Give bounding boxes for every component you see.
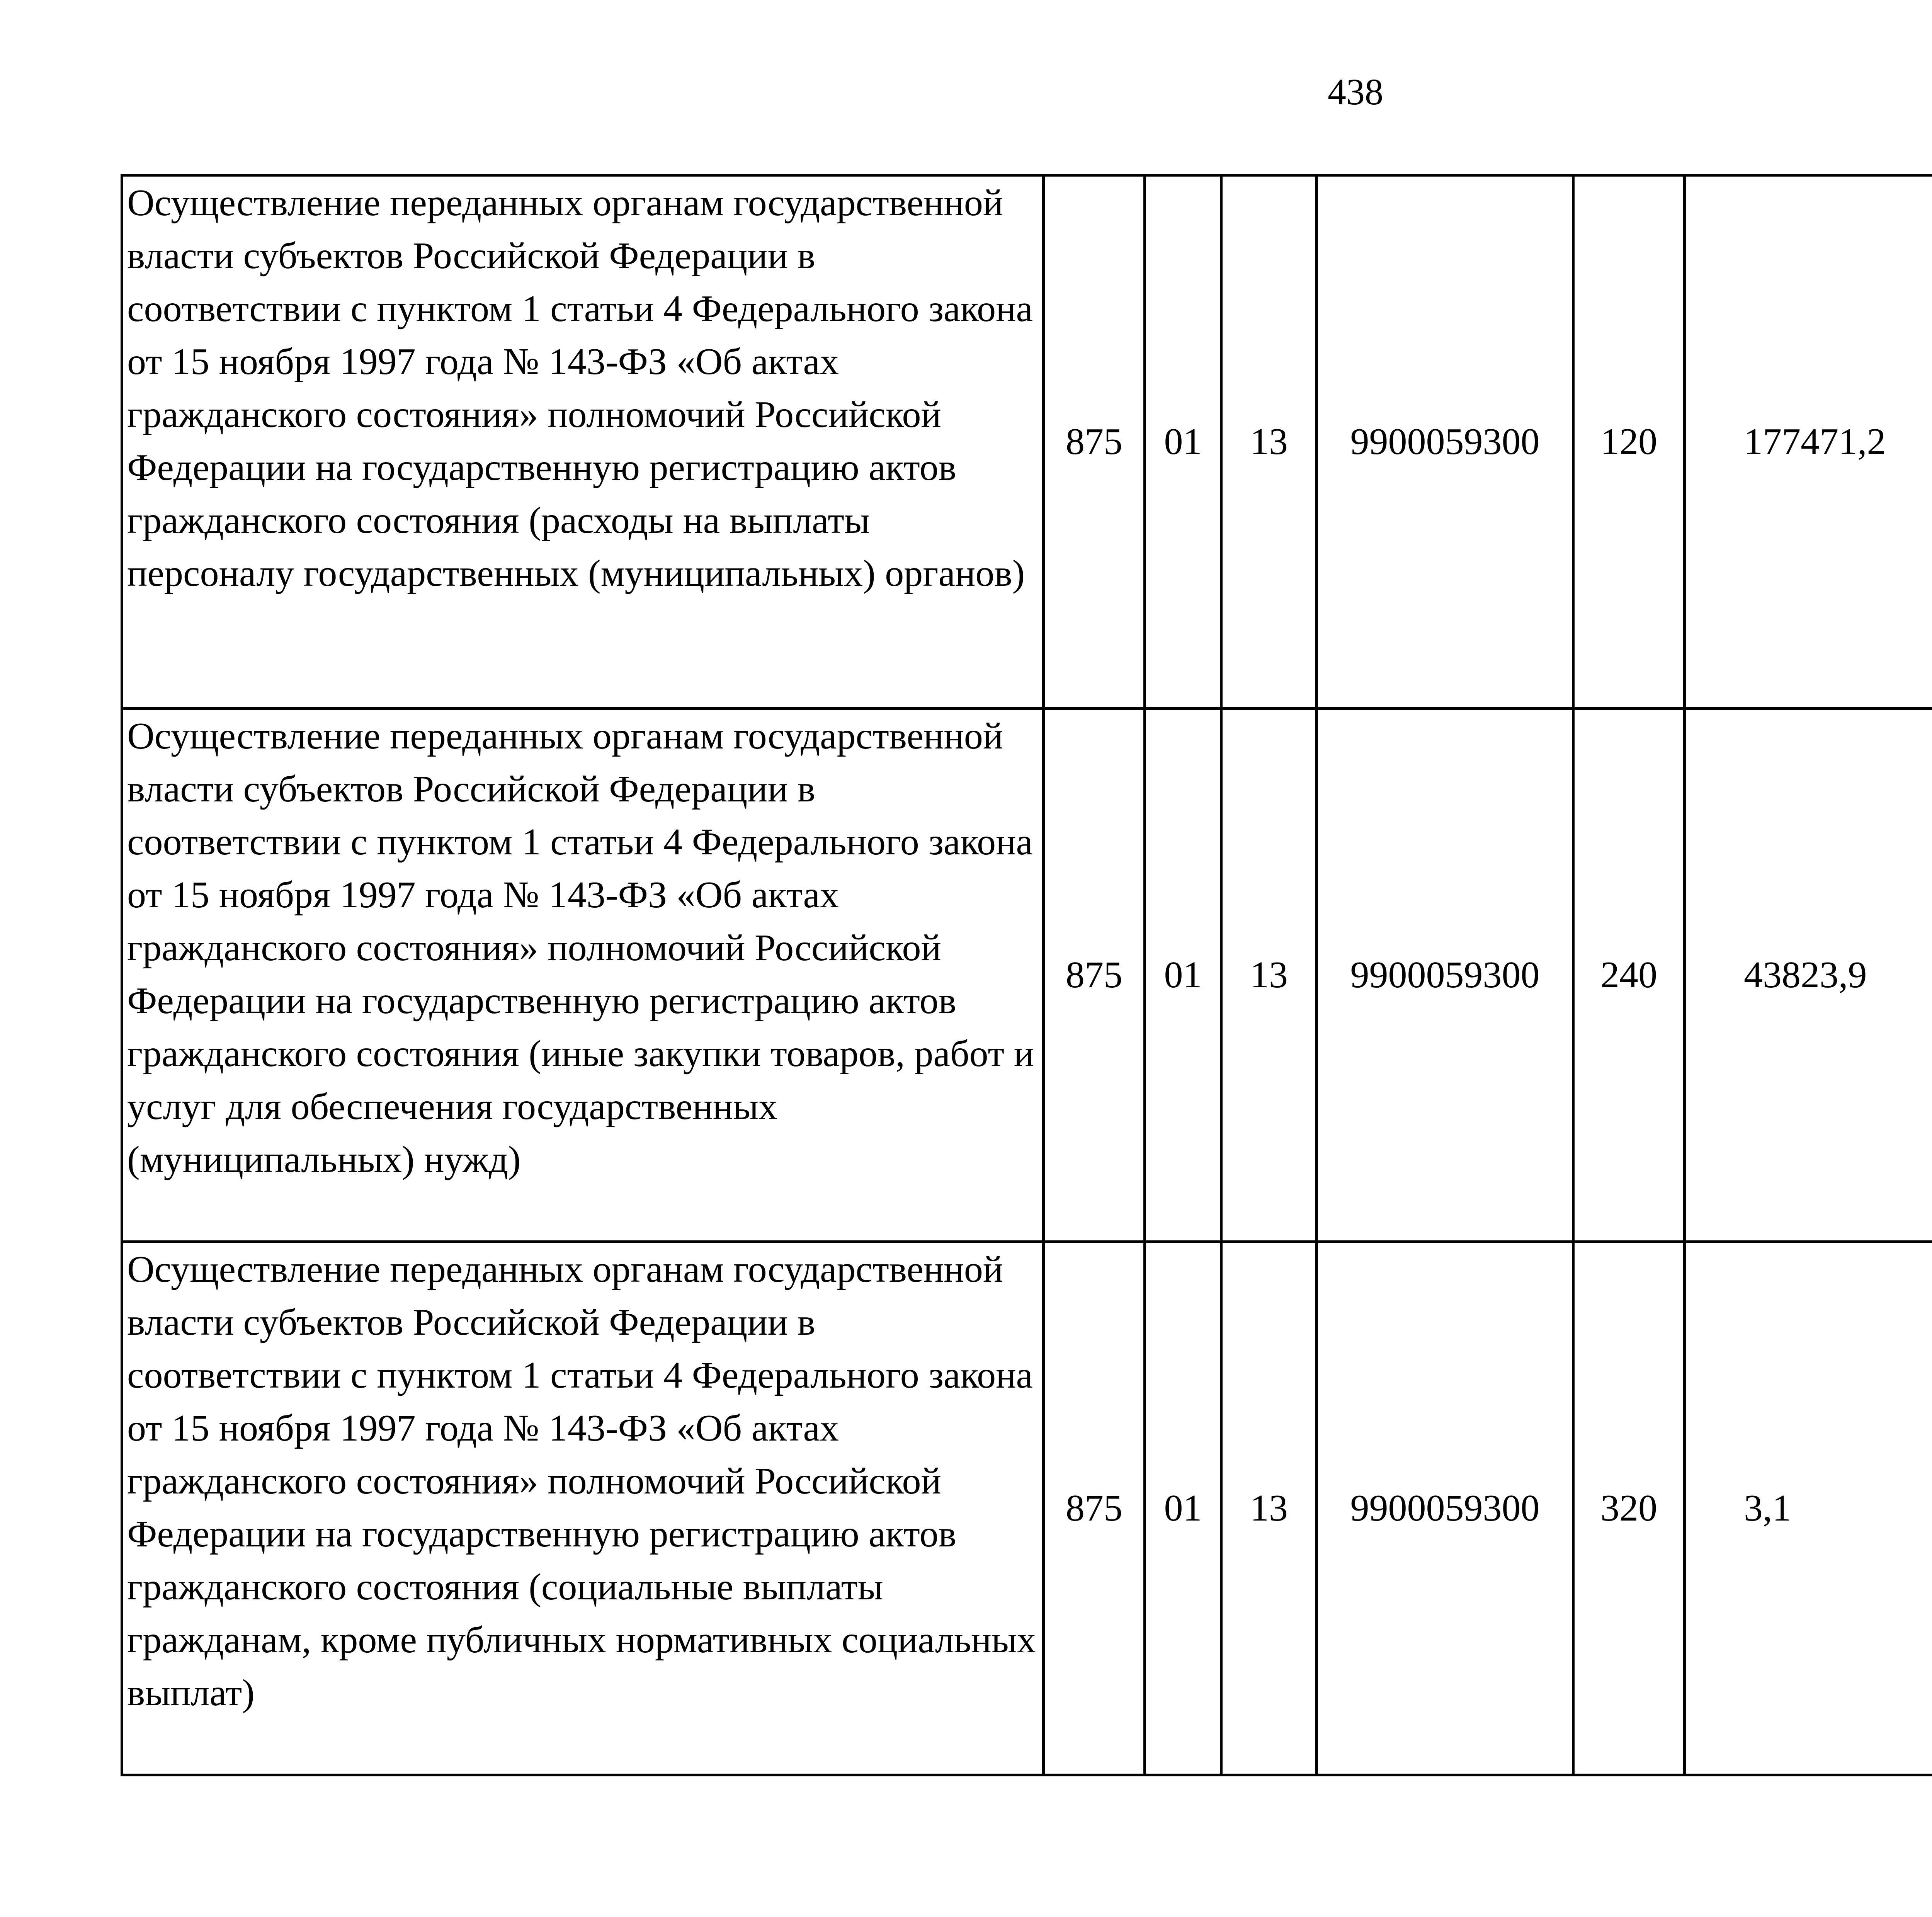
subsection-code: 13 — [1221, 1242, 1317, 1775]
target-article-code: 9900059300 — [1317, 1242, 1573, 1775]
ministry-code: 875 — [1044, 709, 1145, 1242]
table-row — [122, 709, 1932, 1242]
row-description: Осуществление переданных органам государственной власти субъектов Российской Федерации в соответствии с пунктом 1 статьи 4 Федерального закона от 15 ноября 1997 года № 143-ФЗ «Об актах гражданского состояния» полномочий Российской Федерации на государственную регистрацию актов гражданского состояния (социальные выплаты гражданам, кроме публичных нормативных социальных выплат) — [122, 1242, 1044, 1775]
section-code: 01 — [1145, 709, 1221, 1242]
target-article-code: 9900059300 — [1317, 175, 1573, 709]
expense-type-code: 240 — [1573, 709, 1685, 1242]
ministry-code: 875 — [1044, 175, 1145, 709]
table-row — [122, 1242, 1932, 1775]
subsection-code: 13 — [1221, 175, 1317, 709]
section-code: 01 — [1145, 1242, 1221, 1775]
page-number: 438 — [1328, 71, 1383, 112]
amount-year-1: 3,1 — [1685, 1242, 1932, 1775]
section-code: 01 — [1145, 175, 1221, 709]
target-article-code: 9900059300 — [1317, 709, 1573, 1242]
row-description: Осуществление переданных органам государственной власти субъектов Российской Федерации в соответствии с пунктом 1 статьи 4 Федерального закона от 15 ноября 1997 года № 143-ФЗ «Об актах гражданского состояния» полномочий Российской Федерации на государственную регистрацию актов гражданского состояния (расходы на выплаты персоналу государственных (муниципальных) органов) — [122, 175, 1044, 709]
expense-type-code: 320 — [1573, 1242, 1685, 1775]
subsection-code: 13 — [1221, 709, 1317, 1242]
row-description: Осуществление переданных органам государственной власти субъектов Российской Федерации в соответствии с пунктом 1 статьи 4 Федерального закона от 15 ноября 1997 года № 143-ФЗ «Об актах гражданского состояния» полномочий Российской Федерации на государственную регистрацию актов гражданского состояния (иные закупки товаров, работ и услуг для обеспечения государственных (муниципальных) нужд) — [122, 709, 1044, 1242]
expense-type-code: 120 — [1573, 175, 1685, 709]
ministry-code: 875 — [1044, 1242, 1145, 1775]
table-row — [122, 175, 1932, 709]
budget-table — [121, 174, 1932, 1776]
amount-year-1: 177471,2 — [1685, 175, 1932, 709]
amount-year-1: 43823,9 — [1685, 709, 1932, 1242]
